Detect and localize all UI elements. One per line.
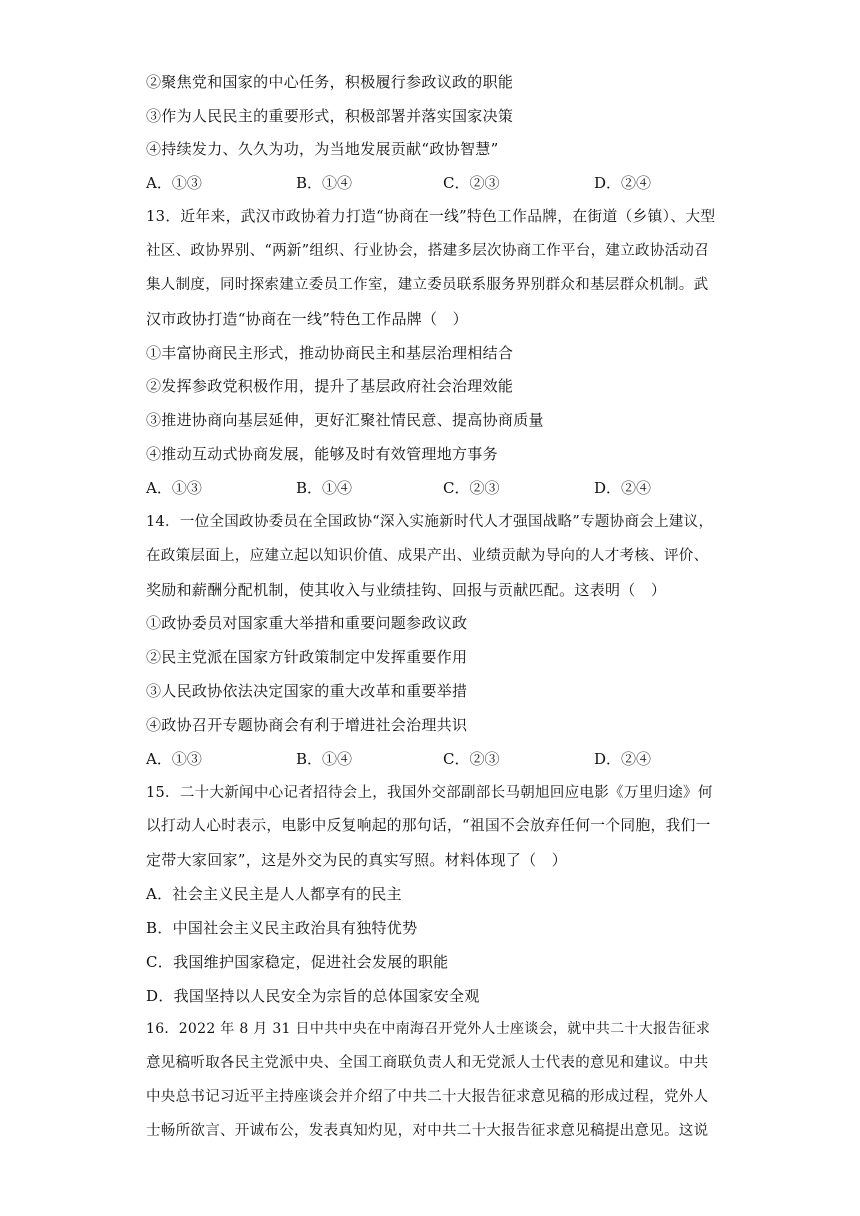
q16-stem-line: 中央总书记习近平主持座谈会并介绍了中共二十大报告征求意见稿的形成过程，党外人 — [146, 1089, 709, 1105]
q15-choice-d: D．我国坚持以人民安全为宗旨的总体国家安全观 — [146, 987, 480, 1005]
q13-options — [146, 478, 746, 498]
q13-stem-line: 集人制度，同时探索建立委员工作室，建立委员联系服务界别群众和基层群众机制。武 — [146, 277, 709, 293]
q12-option-b: B．①④ — [296, 174, 353, 192]
q15-stem-line: 以打动人心时表示，电影中反复响起的那句话，“祖国不会放弃任何一个同胞，我们一 — [146, 817, 711, 834]
q12-option-a: A．①③ — [146, 174, 202, 192]
q15-stem-line: 15．二十大新闻中心记者招待会上，我国外交部副部长马朝旭回应电影《万里归途》何 — [146, 785, 713, 801]
q12-options — [146, 173, 746, 193]
q14-item-1: ①政协委员对国家重大举措和重要问题参政议政 — [146, 614, 468, 632]
q13-stem-line: 13．近年来，武汉市政协着力打造“协商在一线”特色工作品牌，在街道（乡镇）、大型 — [146, 208, 716, 225]
q13-item-4: ④推动互动式协商发展，能够及时有效管理地方事务 — [146, 445, 498, 463]
q13-option-a: A．①③ — [146, 479, 202, 497]
q13-stem-line: 汉市政协打造“协商在一线”特色工作品牌（ ） — [146, 310, 468, 328]
q14-option-a: A．①③ — [146, 750, 202, 768]
q15-choice-c: C．我国维护国家稳定，促进社会发展的职能 — [146, 953, 449, 971]
q12-option-c: C．②③ — [443, 174, 500, 192]
q13-option-b: B．①④ — [296, 479, 353, 497]
q13-item-1: ①丰富协商民主形式，推动协商民主和基层治理相结合 — [146, 344, 514, 362]
q12-item-4: ④持续发力、久久为功，为当地发展贡献“政协智慧” — [146, 140, 499, 158]
q12-item-2: ②聚焦党和国家的中心任务，积极履行参政议政的职能 — [146, 73, 514, 91]
q14-option-b: B．①④ — [296, 750, 353, 768]
q13-item-2: ②发挥参政党积极作用，提升了基层政府社会治理效能 — [146, 377, 514, 395]
q15-choice-a: A．社会主义民主是人人都享有的民主 — [146, 885, 402, 903]
q13-item-3: ③推进协商向基层延伸，更好汇聚社情民意、提高协商质量 — [146, 411, 544, 429]
q14-item-2: ②民主党派在国家方针政策制定中发挥重要作用 — [146, 648, 468, 666]
q14-stem-line: 奖励和薪酬分配机制，使其收入与业绩挂钩、回报与贡献匹配。这表明（ ） — [146, 581, 667, 599]
q12-option-d: D．②④ — [594, 174, 652, 192]
q14-item-3: ③人民政协依法决定国家的重大改革和重要举措 — [146, 682, 468, 700]
q14-option-c: C．②③ — [443, 750, 500, 768]
q13-option-c: C．②③ — [443, 479, 500, 497]
q14-options — [146, 749, 746, 769]
q16-stem-line: 意见稿听取各民主党派中央、全国工商联负责人和无党派人士代表的意见和建议。中共 — [146, 1055, 709, 1071]
q16-stem-line: 士畅所欲言、开诚布公，发表真知灼见，对中共二十大报告征求意见稿提出意见。这说 — [146, 1123, 709, 1139]
q13-option-d: D．②④ — [594, 479, 652, 497]
q13-stem-line: 社区、政协界别、“两新”组织、行业协会，搭建多层次协商工作平台，建立政协活动召 — [146, 243, 710, 259]
q15-choice-b: B．中国社会主义民主政治具有独特优势 — [146, 919, 418, 937]
q14-stem-line: 14．一位全国政协委员在全国政协“深入实施新时代人才强国战略”专题协商会上建议， — [146, 514, 714, 530]
q12-item-3: ③作为人民民主的重要形式，积极部署并落实国家决策 — [146, 107, 514, 125]
q14-option-d: D．②④ — [594, 750, 652, 768]
q16-stem-line: 16．2022 年 8 月 31 日中共中央在中南海召开党外人士座谈会，就中共二十大报告征求 — [146, 1021, 711, 1037]
q14-stem-line: 在政策层面上，应建立起以知识价值、成果产出、业绩贡献为导向的人才考核、评价、 — [146, 548, 709, 564]
q15-stem-line: 定带大家回家”，这是外交为民的真实写照。材料体现了（ ） — [146, 851, 568, 869]
q14-item-4: ④政协召开专题协商会有利于增进社会治理共识 — [146, 716, 468, 734]
